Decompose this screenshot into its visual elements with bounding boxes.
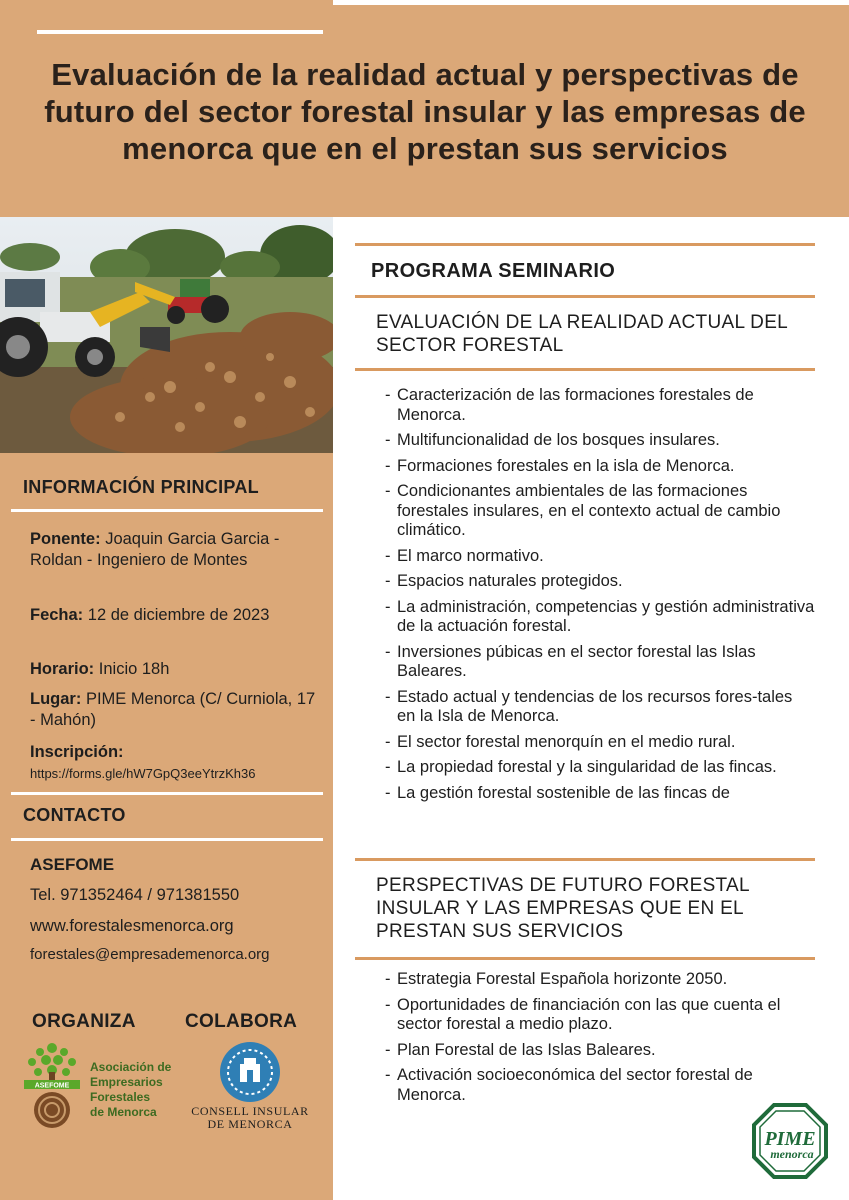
header: [0, 0, 849, 217]
program-divider: [355, 295, 815, 298]
list-item: - Activación socioeconómica del sector forestal de Menorca.: [385, 1066, 753, 1104]
fecha: [30, 605, 320, 626]
contact-heading: CONTACTO: [23, 805, 126, 825]
asefome-logo-icon: [22, 1040, 82, 1130]
horario: [30, 659, 320, 680]
colabora-heading: COLABORA: [185, 1011, 298, 1032]
list-item-text: La propiedad forestal y la singularidad de las fincas.: [397, 758, 777, 776]
pime-logo-line1: PIME: [764, 1128, 816, 1150]
header-rule: [37, 30, 323, 34]
ponente: [30, 529, 320, 571]
ponente-label: Ponente:: [30, 530, 101, 548]
list-item: - La gestión forestal sostenible de las fincas de: [385, 783, 730, 802]
list-item-text: Estado actual y tendencias de los recursos fores-tales en la Isla de Menorca.: [397, 687, 793, 725]
inscripcion-link[interactable]: https://forms.gle/hW7GpQ3eeYtrzKh36: [30, 766, 256, 781]
header-corner: [333, 0, 849, 5]
pime-logo-line2: menorca: [770, 1147, 814, 1161]
list-item-text: El marco normativo.: [397, 546, 544, 565]
list-item-text: El sector forestal menorquín en el medio rural.: [397, 732, 736, 751]
section2-divider-top: [355, 858, 815, 861]
consell-name-line: CONSELL INSULAR: [191, 1104, 309, 1118]
asefome-name-line: Forestales: [90, 1090, 151, 1104]
list-item: - Espacios naturales protegidos.: [385, 572, 623, 590]
list-item: - La propiedad forestal y la singularidad de las fincas.: [385, 758, 777, 776]
asefome-name-line: Empresarios: [90, 1075, 163, 1089]
list-item: - Estado actual y tendencias de los recursos fores-tales en la Isla de Menorca.: [385, 687, 793, 725]
organiza-heading: ORGANIZA: [32, 1011, 136, 1032]
fecha-value: 12 de diciembre de 2023: [87, 606, 270, 624]
info-heading: INFORMACIÓN PRINCIPAL: [23, 477, 259, 497]
list-item: - El marco normativo.: [385, 546, 544, 565]
consell-insular-logo-icon: [218, 1040, 282, 1104]
list-item-text: Inversiones púbicas en el sector forestal las Islas Baleares.: [397, 642, 756, 680]
section2-title: PERSPECTIVAS DE FUTURO FORESTAL INSULAR Y LAS EMPRESAS QUE EN EL PRESTAN SUS SERVICIOS: [376, 875, 750, 942]
contact-org: ASEFOME: [30, 855, 115, 874]
lugar-label: Lugar:: [30, 690, 82, 708]
section1-list: [385, 386, 815, 809]
fecha-label: Fecha:: [30, 606, 84, 624]
list-item: - Formaciones forestales en la isla de Menorca.: [385, 456, 735, 475]
list-item: - El sector forestal menorquín en el medio rural.: [385, 732, 736, 751]
list-item-text: Plan Forestal de las Islas Baleares.: [397, 1040, 656, 1059]
forestry-photo: [0, 217, 333, 453]
lugar-value: PIME Menorca (C/ Curniola, 17 - Mahón): [30, 690, 316, 729]
section2-divider: [355, 957, 815, 960]
program-heading: PROGRAMA SEMINARIO: [371, 260, 616, 282]
page-title: Evaluación de la realidad actual y perspectivas de futuro del sector forestal insular y las empresas de menorca que en el prestan sus servicios: [44, 57, 806, 166]
list-item: - Condicionantes ambientales de las formaciones forestales insulares, en el contexto actual de cambio climático.: [385, 482, 781, 539]
list-item-text: Estrategia Forestal Española horizonte 2050.: [397, 970, 728, 988]
list-item-text: Caracterización de las formaciones forestales de Menorca.: [397, 386, 754, 424]
list-item: - Plan Forestal de las Islas Baleares.: [385, 1040, 656, 1059]
list-item: - La administración, competencias y gestión administrativa de la actuación forestal.: [385, 597, 815, 635]
list-item: - Estrategia Forestal Española horizonte 2050.: [385, 970, 728, 988]
contact-phone: Tel. 971352464 / 971381550: [30, 886, 240, 904]
pime-menorca-logo-icon: [752, 1103, 828, 1179]
list-item-text: Activación socioeconómica del sector forestal de Menorca.: [397, 1066, 753, 1104]
horario-label: Horario:: [30, 660, 95, 678]
info-divider: [11, 509, 323, 512]
list-item-text: La administración, competencias y gestión administrativa de la actuación forestal.: [397, 597, 815, 635]
list-item: - Multifuncionalidad de los bosques insulares.: [385, 431, 720, 449]
list-item-text: La gestión forestal sostenible de las fincas de: [397, 783, 730, 802]
list-item-text: Espacios naturales protegidos.: [397, 572, 623, 590]
list-item-text: Condicionantes ambientales de las formaciones forestales insulares, en el contexto actual de cambio climático.: [397, 482, 781, 539]
section1-title: EVALUACIÓN DE LA REALIDAD ACTUAL DEL SECTOR FORESTAL: [376, 312, 788, 356]
list-item: - Oportunidades de financiación con las que cuenta el sector forestal a medio plazo.: [385, 995, 781, 1033]
contact-email-link[interactable]: forestales@empresademenorca.org: [30, 946, 270, 963]
section1-divider: [355, 368, 815, 371]
list-item-text: Formaciones forestales en la isla de Menorca.: [397, 456, 735, 475]
section2-list: [385, 970, 815, 1111]
consell-name: [175, 1105, 325, 1131]
program-divider-top: [355, 243, 815, 246]
list-item-text: Oportunidades de financiación con las que cuenta el sector forestal a medio plazo.: [397, 995, 781, 1033]
lugar: [30, 689, 320, 731]
inscripcion-label: Inscripción:: [30, 743, 124, 761]
list-item-text: Multifuncionalidad de los bosques insulares.: [397, 431, 720, 449]
list-item: - Caracterización de las formaciones forestales de Menorca.: [385, 386, 754, 424]
asefome-logo-label: ASEFOME: [34, 1082, 70, 1090]
ponente-value: Joaquin Garcia Garcia - Roldan - Ingeniero de Montes: [30, 530, 280, 569]
inscripcion: [30, 742, 320, 784]
asefome-name-line: Asociación de: [90, 1060, 172, 1074]
list-item: - Inversiones púbicas en el sector forestal las Islas Baleares.: [385, 642, 756, 680]
contact-web-link[interactable]: www.forestalesmenorca.org: [30, 917, 234, 935]
consell-name-line: DE MENORCA: [207, 1117, 293, 1131]
contact-divider-top: [11, 792, 323, 795]
contact-divider: [11, 838, 323, 841]
horario-value: Inicio 18h: [98, 660, 170, 678]
asefome-name-line: de Menorca: [90, 1105, 157, 1119]
